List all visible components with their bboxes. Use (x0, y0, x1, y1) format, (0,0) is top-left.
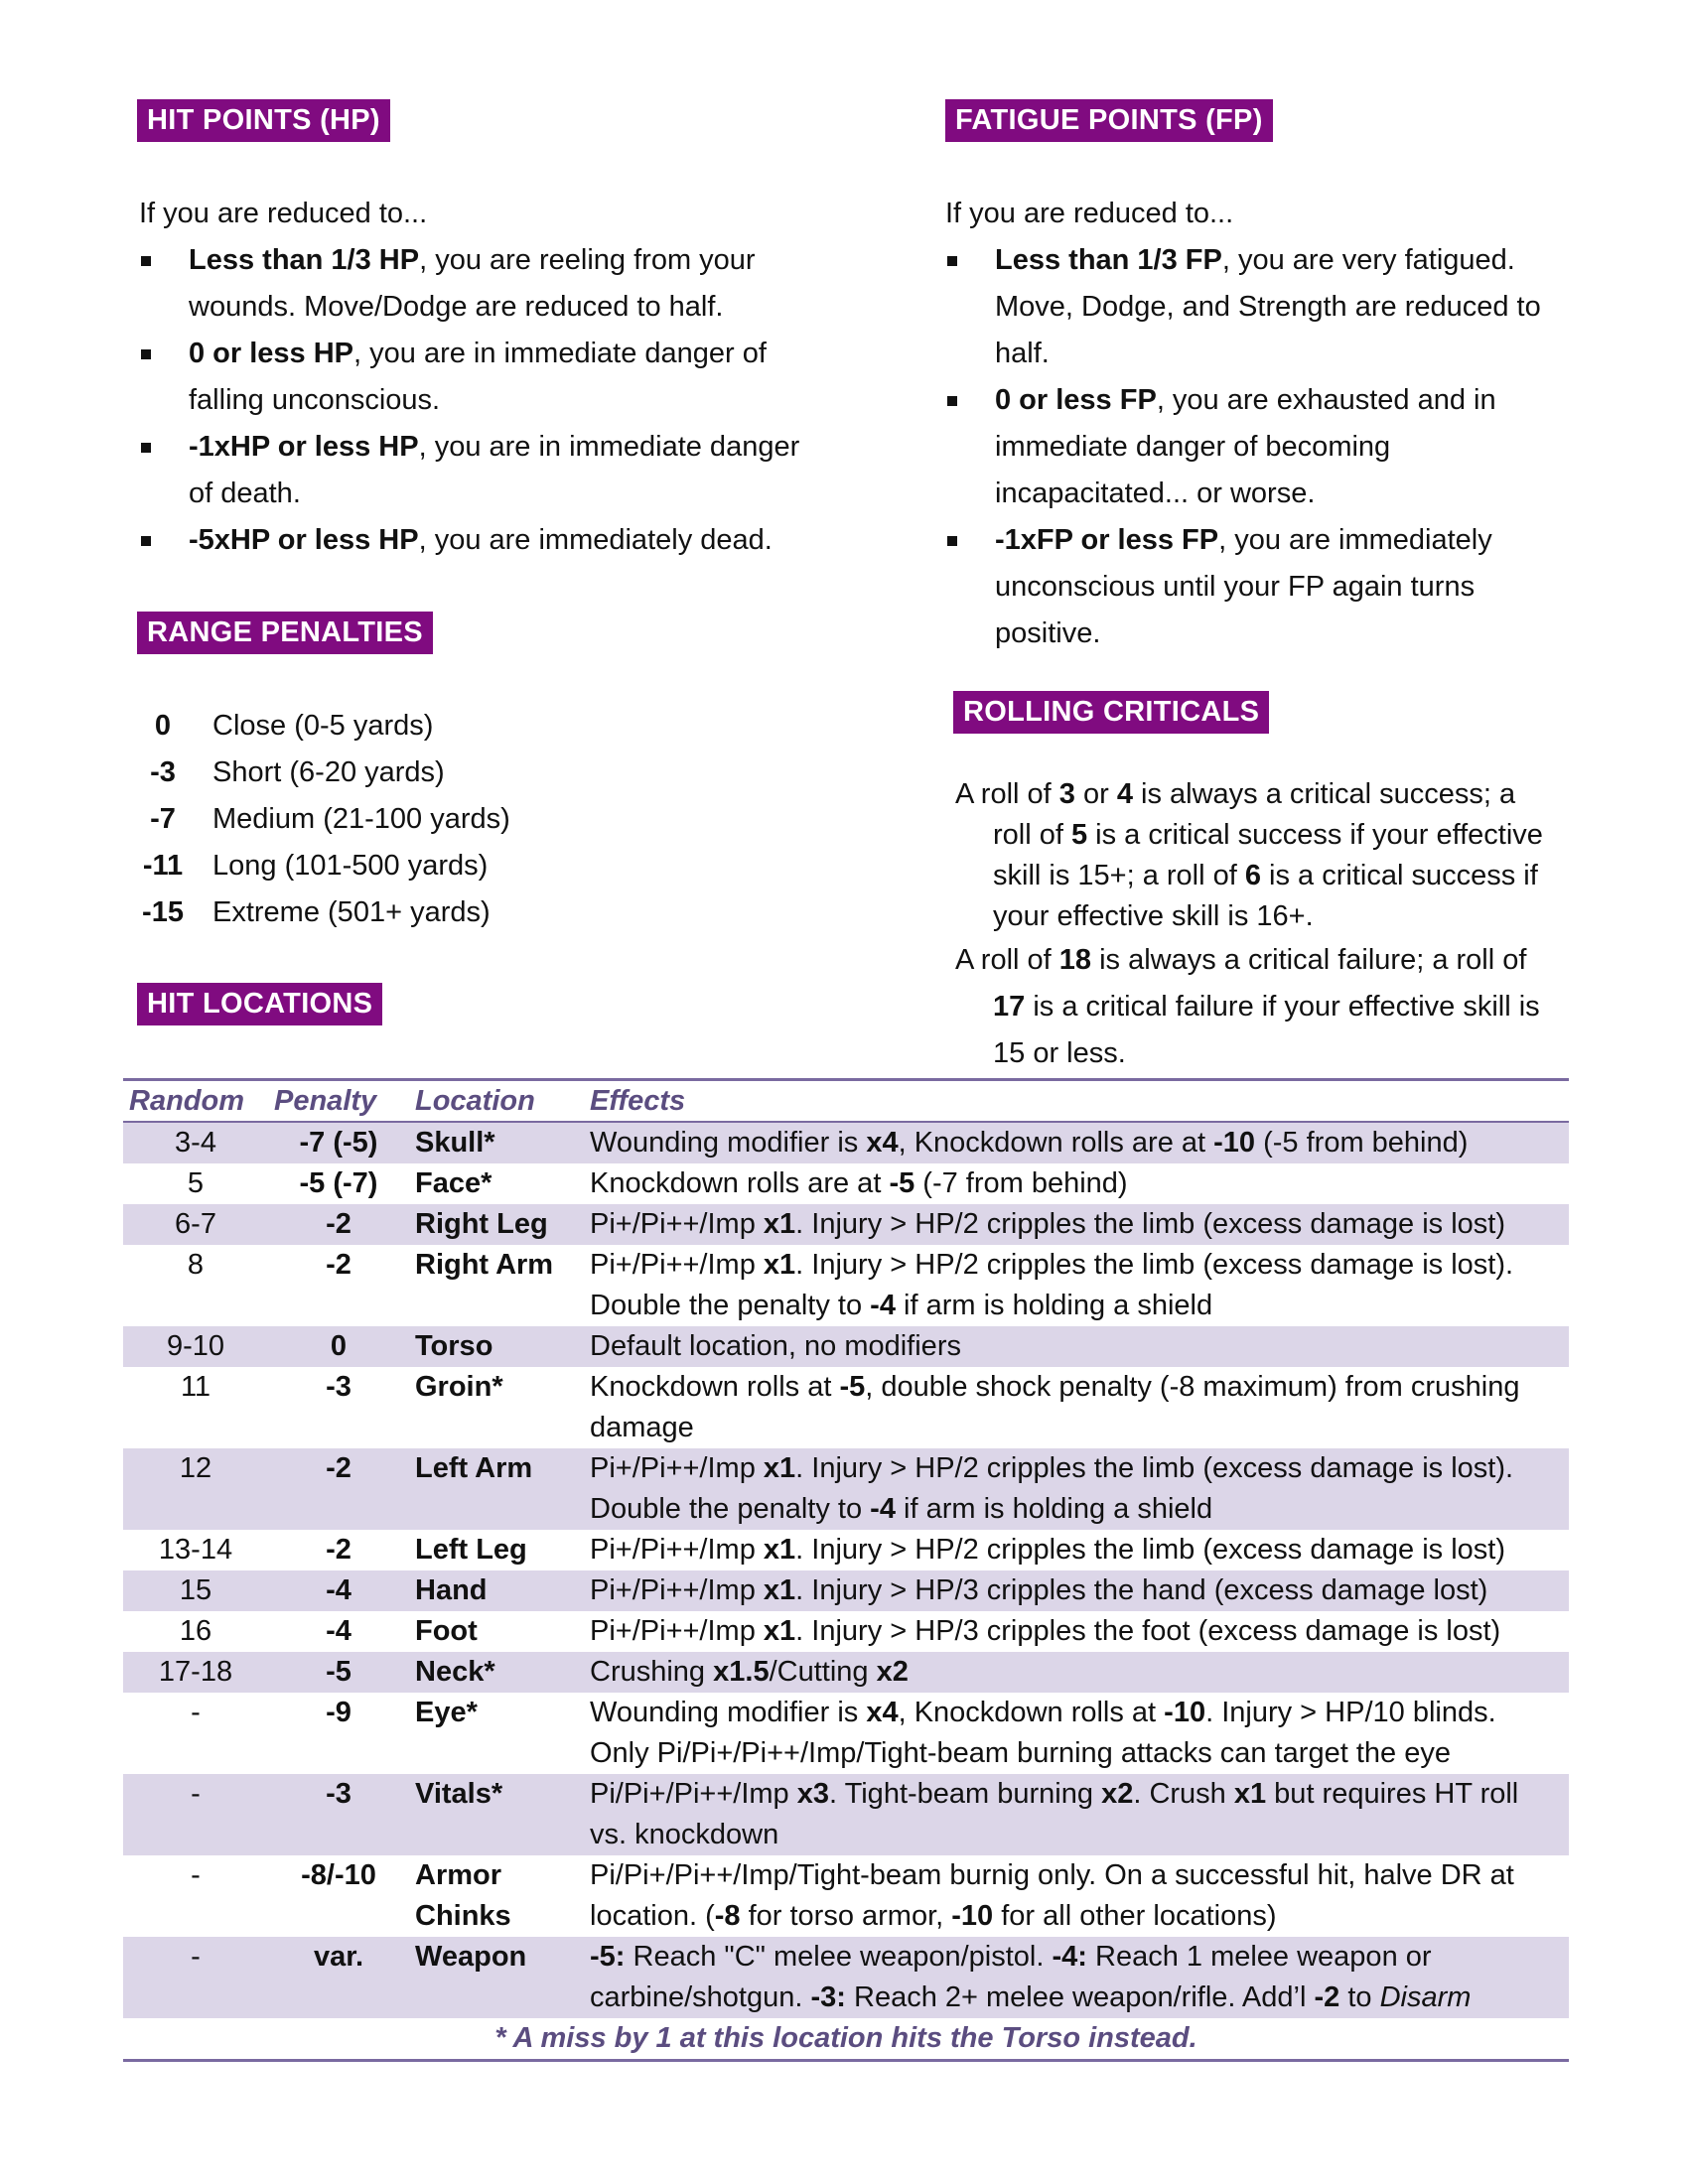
fp-bullet-item (945, 377, 1551, 517)
hp-bullet-item (139, 237, 814, 331)
table-row (123, 1163, 1569, 1204)
table-row (123, 1122, 1569, 1163)
text-run: for torso armor, (740, 1900, 952, 1932)
text-run: A roll of (955, 778, 1059, 810)
fp-heading: FATIGUE POINTS (FP) (945, 99, 1273, 142)
text-run: x1 (1233, 1778, 1267, 1810)
hp-bullet-item (139, 331, 814, 424)
cell-location: Right Arm (415, 1249, 554, 1281)
text-run: -5 (889, 1167, 915, 1199)
cell-penalty: -2 (268, 1204, 409, 1245)
cell-random: 12 (123, 1448, 268, 1530)
text-run: (-5 from behind) (1255, 1127, 1469, 1159)
range-penalty: -3 (150, 756, 176, 788)
cell-penalty: -5 (-7) (299, 1167, 378, 1199)
text-run: Crushing (590, 1656, 714, 1688)
text-run: . Injury > HP/2 cripples the limb (excess damage is lost). Double the penalty to (590, 1249, 1514, 1321)
text-run: . Crush (1133, 1778, 1234, 1810)
range-heading: RANGE PENALTIES (137, 612, 433, 654)
table-row (123, 1693, 1569, 1774)
cell-random: 13-14 (158, 1534, 233, 1566)
text-run: Pi/Pi+/Pi++/Imp/Tight-beam burnig only. On a successful hit, halve DR at location. ( (590, 1859, 1514, 1932)
range-row (113, 796, 510, 843)
cell-location: Skull* (409, 1122, 584, 1163)
text-run: Disarm (1379, 1981, 1472, 2013)
cell-penalty: 0 (268, 1326, 409, 1367)
text-run: , Knockdown rolls are at (898, 1127, 1214, 1159)
hp-heading: HIT POINTS (HP) (137, 99, 390, 142)
hp-bullet-threshold: Less than 1/3 HP (189, 244, 420, 276)
text-run: x1 (763, 1574, 796, 1606)
text-run: . Injury > HP/3 cripples the hand (excess damage lost) (795, 1574, 1488, 1606)
text-run: -2 (1314, 1981, 1340, 2013)
cell-random: 6-7 (123, 1204, 268, 1245)
hp-bullet-text: , you are in immediate danger of death. (189, 431, 800, 509)
cell-location: Groin* (415, 1371, 503, 1403)
table-row (123, 1774, 1569, 1855)
text-run: Knockdown rolls at (590, 1371, 840, 1403)
cell-effects (584, 1326, 1569, 1367)
text-run: -4: (1052, 1941, 1087, 1973)
range-row (113, 703, 510, 750)
text-run: /Cutting (769, 1656, 877, 1688)
text-run: -5: (590, 1941, 626, 1973)
text-run: -8 (714, 1900, 741, 1932)
hp-bullet-text: , you are in immediate danger of falling unconscious. (189, 338, 767, 416)
text-run: Pi/Pi+/Pi++/Imp (590, 1778, 797, 1810)
text-run: x2 (1101, 1778, 1134, 1810)
text-run: Wounding modifier is (590, 1127, 867, 1159)
cell-location: Torso (409, 1326, 584, 1367)
fp-bullet-item (945, 517, 1551, 657)
text-run: is a critical failure if your effective skill is 15 or less. (993, 991, 1540, 1069)
range-label: Long (101-500 yards) (212, 850, 489, 882)
cell-penalty: -2 (268, 1448, 409, 1530)
cell-penalty: -5 (268, 1652, 409, 1693)
range-penalty: 0 (154, 710, 172, 742)
cell-location: Eye* (415, 1697, 478, 1728)
hp-list (139, 237, 814, 564)
hp-bullet-threshold: 0 or less HP (189, 338, 354, 369)
cell-location: Hand (409, 1570, 584, 1611)
text-run: x3 (796, 1778, 830, 1810)
range-row (113, 843, 510, 889)
text-run: 18 (1058, 944, 1092, 976)
table-row (123, 1611, 1569, 1652)
hit-heading: HIT LOCATIONS (137, 983, 382, 1025)
cell-random: - (191, 1859, 201, 1891)
cell-penalty: -3 (268, 1774, 409, 1855)
cell-effects (584, 1937, 1569, 2018)
col-penalty: Penalty (268, 1080, 409, 1123)
text-run: x1 (763, 1615, 796, 1647)
text-run: Reach 2+ melee weapon/rifle. Add’l (845, 1981, 1315, 2013)
cell-effects (584, 1652, 1569, 1693)
text-run: Pi+/Pi++/Imp (590, 1615, 764, 1647)
text-run: . Injury > HP/2 cripples the limb (excess damage is lost) (795, 1534, 1505, 1566)
text-run: . Tight-beam burning (829, 1778, 1102, 1810)
col-effects: Effects (584, 1080, 1569, 1123)
table-row (123, 1245, 1569, 1326)
range-label: Extreme (501+ yards) (212, 896, 491, 928)
text-run: 3 (1058, 778, 1075, 810)
text-run: -10 (1213, 1127, 1256, 1159)
cell-effects (584, 1693, 1569, 1774)
table-row (123, 1652, 1569, 1693)
hp-bullet-item (139, 517, 814, 564)
text-run: for all other locations) (993, 1900, 1277, 1932)
cell-location: Left Arm (409, 1448, 584, 1530)
crit-success-text (955, 774, 1551, 937)
table-row (123, 1204, 1569, 1245)
text-run: , Knockdown rolls at (898, 1697, 1165, 1728)
cell-effects (584, 1204, 1569, 1245)
cell-random: 5 (187, 1167, 205, 1199)
text-run: if arm is holding a shield (895, 1493, 1213, 1525)
text-run: x1 (763, 1249, 796, 1281)
text-run: Wounding modifier is (590, 1697, 867, 1728)
text-run: A roll of (955, 944, 1059, 976)
text-run: Pi+/Pi++/Imp (590, 1534, 764, 1566)
cell-location: Right Leg (409, 1204, 584, 1245)
cell-random: 11 (180, 1371, 211, 1403)
text-run: . Injury > HP/10 blinds. Only Pi/Pi+/Pi++/Imp/Tight-beam burning attacks can target the eye (590, 1697, 1496, 1769)
cell-random: 16 (179, 1615, 212, 1647)
text-run: Default location, no modifiers (590, 1330, 961, 1362)
cell-penalty: -2 (326, 1534, 352, 1566)
text-run: , double shock penalty (-8 maximum) from crushing damage (590, 1371, 1520, 1443)
text-run: -4 (870, 1290, 896, 1321)
text-run: or (1074, 778, 1117, 810)
text-run: x4 (866, 1127, 899, 1159)
cell-random: 15 (123, 1570, 268, 1611)
fp-bullet-threshold: Less than 1/3 FP (995, 244, 1222, 276)
col-random: Random (123, 1080, 268, 1123)
cell-location: Foot (415, 1615, 478, 1647)
range-label: Close (0-5 yards) (212, 710, 434, 742)
hp-bullet-text: , you are immediately dead. (418, 524, 773, 556)
cell-location: Armor Chinks (415, 1859, 511, 1932)
text-run: Knockdown rolls are at (590, 1167, 890, 1199)
table-row (123, 1530, 1569, 1570)
hp-bullet-text: , you are reeling from your wounds. Move/Dodge are reduced to half. (189, 244, 756, 323)
col-location: Location (409, 1080, 584, 1123)
fp-bullet-text: , you are very fatigued. Move, Dodge, and Strength are reduced to half. (995, 244, 1541, 369)
text-run: but requires HT roll vs. knockdown (590, 1778, 1519, 1850)
fp-bullet-text: , you are immediately unconscious until your FP again turns positive. (995, 524, 1492, 649)
cell-penalty: -3 (326, 1371, 352, 1403)
cell-random: 9-10 (123, 1326, 268, 1367)
text-run: if arm is holding a shield (895, 1290, 1213, 1321)
cell-effects (584, 1122, 1569, 1163)
text-run: Pi+/Pi++/Imp (590, 1249, 764, 1281)
cell-penalty: -4 (268, 1570, 409, 1611)
range-penalty: -7 (150, 803, 176, 835)
cell-random: - (123, 1774, 268, 1855)
table-row (123, 1937, 1569, 2018)
hit-locations-table (123, 1078, 1569, 2062)
table-footnote: * A miss by 1 at this location hits the Torso instead. (123, 2018, 1569, 2061)
fp-intro: If you are reduced to... (945, 198, 1234, 229)
table-row (123, 1367, 1569, 1448)
range-label: Short (6-20 yards) (212, 756, 445, 788)
text-run: 17 (993, 991, 1026, 1023)
text-run: x1 (763, 1534, 796, 1566)
text-run: -5 (839, 1371, 866, 1403)
cell-penalty: -2 (326, 1249, 352, 1281)
fp-bullet-threshold: 0 or less FP (995, 384, 1157, 416)
hp-intro: If you are reduced to... (139, 198, 428, 229)
text-run: -3: (810, 1981, 846, 2013)
range-label: Medium (21-100 yards) (212, 803, 510, 835)
cell-penalty: var. (268, 1937, 409, 2018)
text-run: Pi+/Pi++/Imp (590, 1574, 764, 1606)
hp-bullet-threshold: -5xHP or less HP (189, 524, 419, 556)
cell-location: Weapon (409, 1937, 584, 2018)
crit-failure-text (955, 937, 1551, 1077)
text-run: x4 (866, 1697, 899, 1728)
range-row (113, 889, 510, 936)
text-run: Pi+/Pi++/Imp (590, 1452, 764, 1484)
cell-effects (584, 1245, 1569, 1326)
cell-random: 17-18 (123, 1652, 268, 1693)
range-row (113, 750, 510, 796)
text-run: . Injury > HP/2 cripples the limb (excess damage is lost). Double the penalty to (590, 1452, 1514, 1525)
fp-bullet-threshold: -1xFP or less FP (995, 524, 1219, 556)
cell-effects (584, 1530, 1569, 1570)
text-run: -4 (870, 1493, 896, 1525)
range-penalty: -15 (142, 896, 184, 928)
text-run: 6 (1244, 860, 1261, 891)
cell-random: 8 (187, 1249, 205, 1281)
cell-effects (584, 1611, 1569, 1652)
cell-location: Left Leg (415, 1534, 527, 1566)
fp-bullet-item (945, 237, 1551, 377)
table-row (123, 1326, 1569, 1367)
cell-location: Neck* (409, 1652, 584, 1693)
text-run: x2 (876, 1656, 909, 1688)
text-run: x1.5 (713, 1656, 770, 1688)
text-run: is a critical success if your effective skill is 16+. (993, 860, 1538, 932)
cell-location: Face* (415, 1167, 492, 1199)
cell-effects (584, 1367, 1569, 1448)
crit-heading: ROLLING CRITICALS (953, 691, 1269, 734)
range-list (113, 703, 510, 936)
cell-penalty: -9 (326, 1697, 352, 1728)
fp-bullet-text: , you are exhausted and in immediate danger of becoming incapacitated... or worse. (995, 384, 1496, 509)
text-run: x1 (763, 1452, 796, 1484)
hp-bullet-item (139, 424, 814, 517)
text-run: to (1339, 1981, 1380, 2013)
cell-random: - (191, 1697, 201, 1728)
text-run: is a critical success if your effective skill is 15+; a roll of (993, 819, 1543, 891)
hp-bullet-threshold: -1xHP or less HP (189, 431, 419, 463)
cell-penalty: -7 (-5) (268, 1122, 409, 1163)
text-run: . Injury > HP/3 cripples the foot (excess damage is lost) (795, 1615, 1501, 1647)
text-run: is always a critical success; a roll of (993, 778, 1516, 851)
table-row (123, 1570, 1569, 1611)
text-run: 5 (1070, 819, 1088, 851)
text-run: is always a critical failure; a roll of (1091, 944, 1527, 976)
text-run: -10 (1164, 1697, 1206, 1728)
text-run: Reach 1 melee weapon or carbine/shotgun. (590, 1941, 1432, 2013)
cell-location: Vitals* (409, 1774, 584, 1855)
text-run: Reach "C" melee weapon/pistol. (625, 1941, 1053, 1973)
fp-list (945, 237, 1551, 657)
cell-penalty: -4 (326, 1615, 352, 1647)
table-row (123, 1855, 1569, 1937)
cell-effects (584, 1570, 1569, 1611)
text-run: 4 (1116, 778, 1133, 810)
cell-effects (584, 1774, 1569, 1855)
table-row (123, 1448, 1569, 1530)
text-run: -10 (951, 1900, 994, 1932)
crit-text (955, 774, 1551, 1077)
cell-effects (584, 1163, 1569, 1204)
cell-random: 3-4 (123, 1122, 268, 1163)
cell-random: - (123, 1937, 268, 2018)
cell-effects (584, 1448, 1569, 1530)
table-footnote-row (123, 2018, 1569, 2061)
text-run: Pi+/Pi++/Imp (590, 1208, 764, 1240)
cell-effects (584, 1855, 1569, 1937)
text-run: x1 (763, 1208, 796, 1240)
cell-penalty: -8/-10 (301, 1859, 376, 1891)
range-penalty: -11 (142, 850, 184, 882)
text-run: . Injury > HP/2 cripples the limb (excess damage is lost) (795, 1208, 1505, 1240)
text-run: (-7 from behind) (914, 1167, 1128, 1199)
